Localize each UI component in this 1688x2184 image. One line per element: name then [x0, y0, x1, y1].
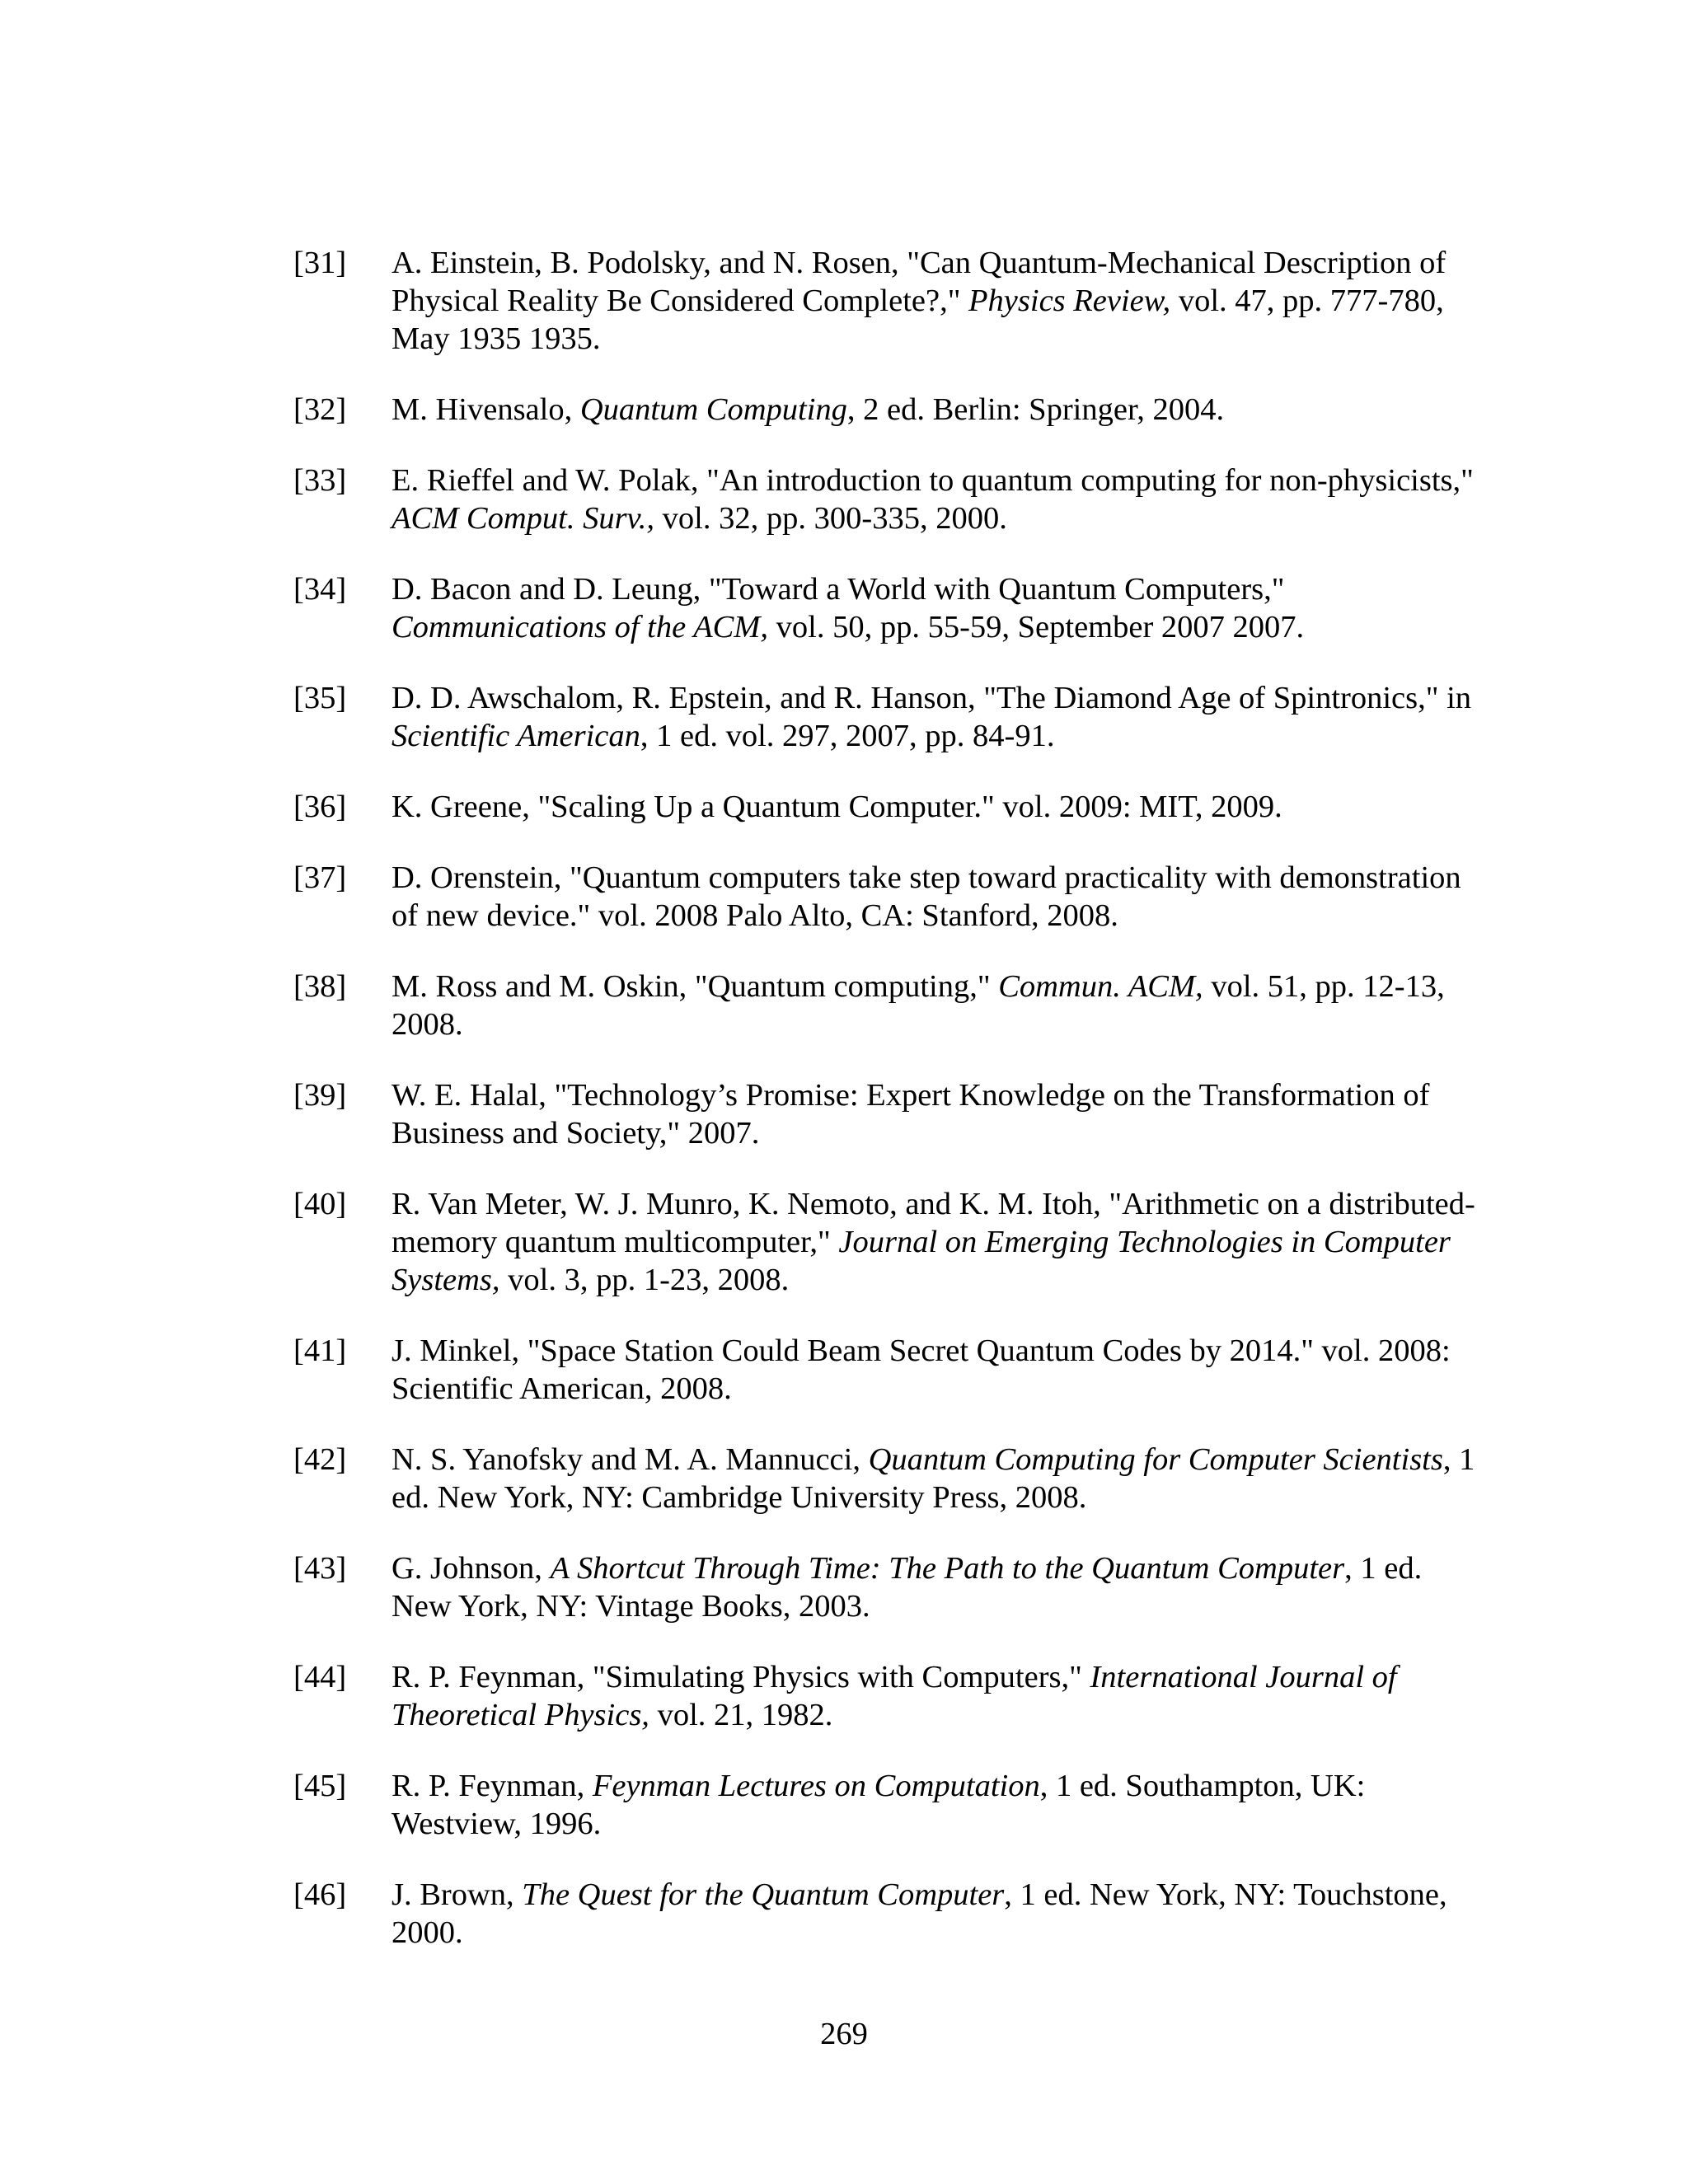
reference-text	[392, 462, 1489, 537]
reference-entry	[293, 391, 1489, 429]
reference-title-italic: Journal on Emerging Technologies in Computer Systems,	[392, 1225, 1451, 1297]
reference-entry	[293, 462, 1489, 537]
reference-text	[392, 1767, 1489, 1843]
reference-text-segment: vol. 50, pp. 55-59, September 2007 2007.	[768, 610, 1305, 644]
reference-number: [44]	[293, 1660, 347, 1694]
reference-text-segment: vol. 32, pp. 300-335, 2000.	[654, 501, 1007, 536]
reference-number: [45]	[293, 1769, 347, 1803]
reference-text-segment: D. Orenstein, "Quantum computers take step toward practicality with demonstration of new device." vol. 2008 Palo Alto, CA: Stanford, 2008.	[392, 860, 1461, 933]
reference-number: [34]	[293, 572, 347, 607]
reference-text-segment: vol. 51, pp. 12-13, 2008.	[392, 969, 1445, 1042]
reference-text-segment: N. S. Yanofsky and M. A. Mannucci,	[392, 1442, 869, 1477]
reference-number: [40]	[293, 1187, 347, 1221]
reference-title-italic: Quantum Computing	[579, 392, 847, 427]
reference-text-segment: , 1 ed. New York, NY: Touchstone, 2000.	[392, 1877, 1447, 1950]
reference-number: [31]	[293, 246, 347, 280]
reference-entry	[293, 1185, 1489, 1299]
reference-text-segment: , 1 ed. New York, NY: Cambridge University Press, 2008.	[392, 1442, 1475, 1515]
page-number: 269	[820, 2017, 868, 2051]
reference-text-segment: , 1 ed. vol. 297, 2007, pp. 84-91.	[640, 719, 1055, 753]
reference-text	[392, 859, 1489, 935]
reference-title-italic: A Shortcut Through Time: The Path to the Quantum Computer	[550, 1551, 1345, 1586]
reference-entry	[293, 859, 1489, 935]
reference-text	[392, 1876, 1489, 1952]
reference-entry	[293, 968, 1489, 1043]
reference-title-italic: Commun. ACM,	[998, 969, 1203, 1004]
reference-number: [35]	[293, 681, 347, 715]
reference-text	[392, 1076, 1489, 1152]
reference-text	[392, 1441, 1489, 1516]
reference-entry	[293, 679, 1489, 755]
reference-text-segment: R. P. Feynman,	[392, 1769, 593, 1803]
reference-text-segment: , 1 ed. Southampton, UK: Westview, 1996.	[392, 1769, 1366, 1841]
reference-text-segment: vol. 3, pp. 1-23, 2008.	[499, 1263, 790, 1297]
reference-list	[293, 244, 1489, 1985]
reference-text-segment: M. Hivensalo,	[392, 392, 580, 427]
reference-number: [39]	[293, 1078, 347, 1113]
reference-text-segment: D. D. Awschalom, R. Epstein, and R. Hanson, "The Diamond Age of Spintronics," in	[392, 681, 1472, 715]
reference-entry	[293, 1441, 1489, 1516]
reference-entry	[293, 1876, 1489, 1952]
reference-text	[392, 968, 1489, 1043]
reference-text-segment: R. P. Feynman, "Simulating Physics with Computers,"	[392, 1660, 1090, 1694]
reference-text-segment: , 1 ed. New York, NY: Vintage Books, 2003.	[392, 1551, 1423, 1624]
reference-title-italic: Scientific American	[392, 719, 640, 753]
reference-text	[392, 1185, 1489, 1299]
reference-text-segment: A. Einstein, B. Podolsky, and N. Rosen, "Can Quantum-Mechanical Description of Physical Reality Be Considered Complete?,"	[392, 246, 1447, 318]
reference-number: [32]	[293, 392, 347, 427]
reference-entry	[293, 1076, 1489, 1152]
reference-title-italic: ACM Comput. Surv.,	[392, 501, 655, 536]
reference-text-segment: D. Bacon and D. Leung, "Toward a World with Quantum Computers,"	[392, 572, 1285, 607]
reference-text	[392, 1549, 1489, 1625]
reference-text-segment: W. E. Halal, "Technology’s Promise: Expert Knowledge on the Transformation of Business and Society," 2007.	[392, 1078, 1430, 1151]
reference-text-segment: G. Johnson,	[392, 1551, 551, 1586]
reference-number: [33]	[293, 463, 347, 498]
reference-number: [46]	[293, 1877, 347, 1912]
reference-number: [42]	[293, 1442, 347, 1477]
reference-text	[392, 788, 1489, 826]
reference-text-segment: M. Ross and M. Oskin, "Quantum computing,"	[392, 969, 999, 1004]
reference-title-italic: Physics Review,	[968, 284, 1171, 318]
reference-text-segment: vol. 21, 1982.	[649, 1698, 833, 1732]
reference-entry	[293, 1332, 1489, 1408]
reference-text	[392, 1332, 1489, 1408]
reference-title-italic: International Journal of Theoretical Physics,	[392, 1660, 1397, 1732]
reference-text	[392, 570, 1489, 646]
reference-entry	[293, 1549, 1489, 1625]
reference-text	[392, 679, 1489, 755]
reference-title-italic: Feynman Lectures on Computation	[592, 1769, 1040, 1803]
reference-entry	[293, 788, 1489, 826]
reference-number: [43]	[293, 1551, 347, 1586]
reference-text-segment: E. Rieffel and W. Polak, "An introduction to quantum computing for non-physicists,"	[392, 463, 1474, 498]
reference-text-segment: vol. 47, pp. 777-780, May 1935 1935.	[392, 284, 1444, 356]
reference-number: [38]	[293, 969, 347, 1004]
reference-text-segment: J. Minkel, "Space Station Could Beam Secret Quantum Codes by 2014." vol. 2008: Scientific American, 2008.	[392, 1333, 1451, 1406]
reference-title-italic: Communications of the ACM,	[392, 610, 768, 644]
reference-number: [41]	[293, 1333, 347, 1368]
reference-number: [36]	[293, 790, 347, 824]
reference-entry	[293, 1658, 1489, 1734]
reference-title-italic: The Quest for the Quantum Computer	[522, 1877, 1005, 1912]
reference-title-italic: Quantum Computing for Computer Scientists	[868, 1442, 1443, 1477]
reference-text-segment: R. Van Meter, W. J. Munro, K. Nemoto, and K. M. Itoh, "Arithmetic on a distributed-memory quantum multicomputer,"	[392, 1187, 1475, 1259]
reference-text-segment: K. Greene, "Scaling Up a Quantum Computer." vol. 2009: MIT, 2009.	[392, 790, 1282, 824]
reference-text	[392, 244, 1489, 358]
reference-number: [37]	[293, 860, 347, 895]
reference-text	[392, 391, 1489, 429]
reference-text-segment: J. Brown,	[392, 1877, 523, 1912]
reference-entry	[293, 1767, 1489, 1843]
reference-text-segment: , 2 ed. Berlin: Springer, 2004.	[846, 392, 1225, 427]
reference-entry	[293, 244, 1489, 358]
reference-text	[392, 1658, 1489, 1734]
reference-entry	[293, 570, 1489, 646]
